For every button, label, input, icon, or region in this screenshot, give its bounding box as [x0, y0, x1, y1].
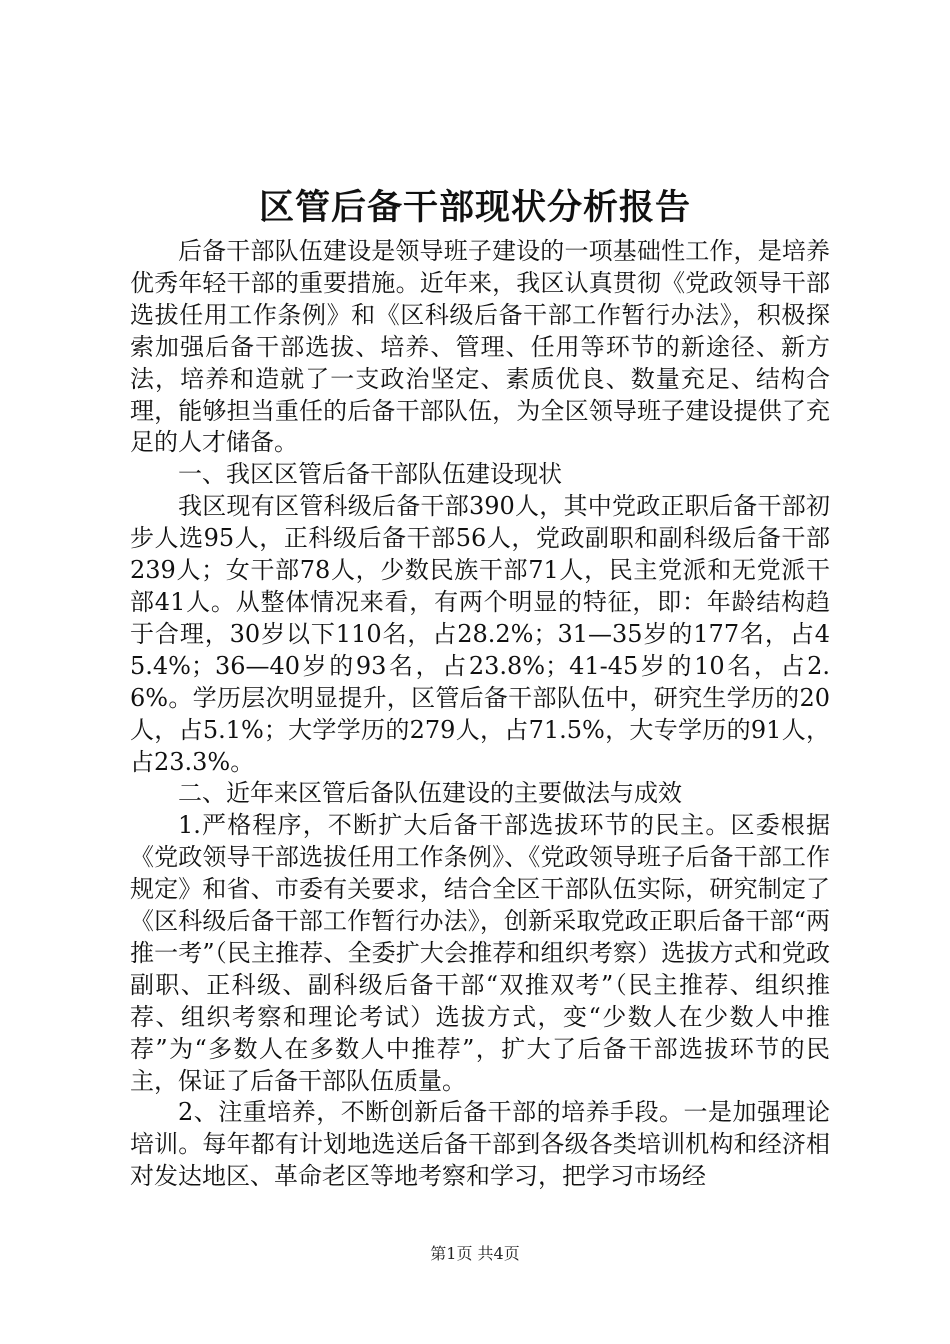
document-body: [130, 236, 830, 1193]
paragraph-status: 我区现有区管科级后备干部390人，其中党政正职后备干部初步人选95人，正科级后备干部56人，党政副职和副科级后备干部239人；女干部78人，少数民族干部71人，民主党派和无党派干部41人。从整体情况来看，有两个明显的特征，即：年龄结构趋于合理，30岁以下110名，占28.2%；31—35岁的177名，占45.4%；36—40岁的93名，占23.8%；41-45岁的10名，占2.6%。学历层次明显提升，区管后备干部队伍中，研究生学历的20人，占5.1%；大学学历的279人，占71.5%，大专学历的91人，占23.3%。: [130, 492, 830, 776]
section-heading-1: 一、我区区管后备干部队伍建设现状: [178, 460, 562, 489]
paragraph-item-1: 1.严格程序，不断扩大后备干部选拔环节的民主。区委根据《党政领导干部选拔任用工作条例》、《党政领导班子后备干部工作规定》和省、市委有关要求，结合全区干部队伍实际，研究制定了《区科级后备干部工作暂行办法》，创新采取党政正职后备干部“两推一考”（民主推荐、全委扩大会推荐和组织考察）选拔方式和党政副职、正科级、副科级后备干部“双推双考”（民主推荐、组织推荐、组织考察和理论考试）选拔方式，变“少数人在少数人中推荐”为“多数人在多数人中推荐”，扩大了后备干部选拔环节的民主，保证了后备干部队伍质量。: [130, 811, 830, 1095]
document-title: 区管后备干部现状分析报告: [258, 187, 691, 228]
paragraph-item-2: 2、注重培养，不断创新后备干部的培养手段。一是加强理论培训。每年都有计划地选送后备干部到各级各类培训机构和经济相对发达地区、革命老区等地考察和学习，把学习市场经: [130, 1098, 830, 1191]
section-heading-2: 二、近年来区管后备队伍建设的主要做法与成效: [178, 779, 682, 808]
page-number-footer: 第1页 共4页: [430, 1244, 520, 1263]
paragraph-intro: 后备干部队伍建设是领导班子建设的一项基础性工作，是培养优秀年轻干部的重要措施。近年来，我区认真贯彻《党政领导干部选拔任用工作条例》和《区科级后备干部工作暂行办法》，积极探索加强后备干部选拔、培养、管理、任用等环节的新途径、新方法，培养和造就了一支政治坚定、素质优良、数量充足、结构合理，能够担当重任的后备干部队伍，为全区领导班子建设提供了充足的人才储备。: [130, 237, 830, 457]
